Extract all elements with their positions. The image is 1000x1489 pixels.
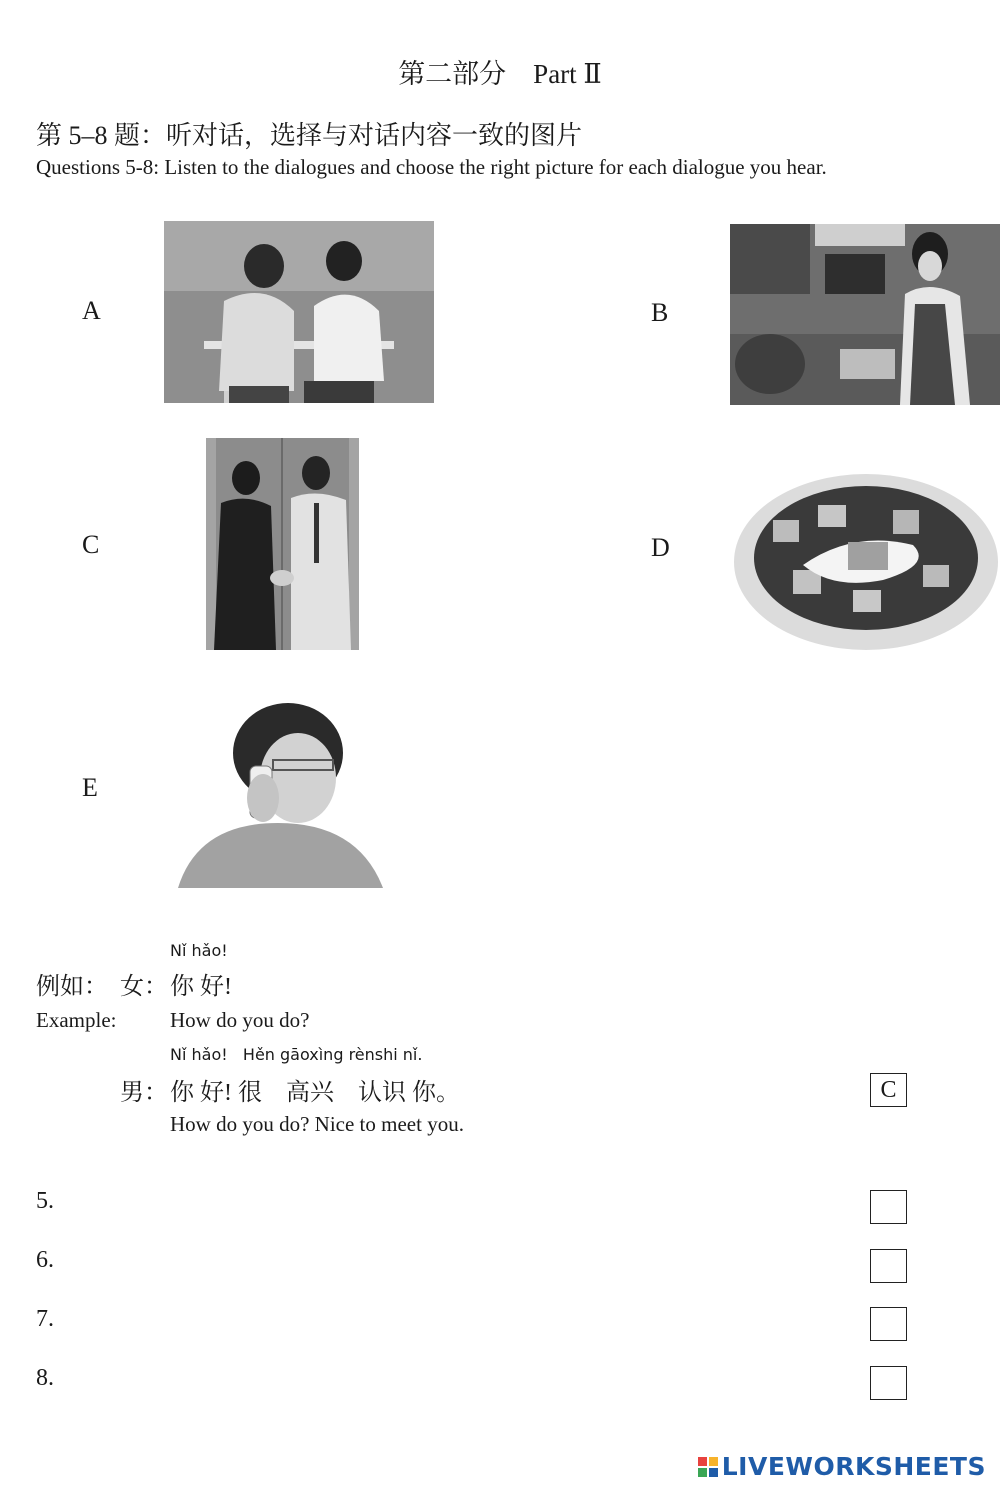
example-speaker-male: 男： xyxy=(120,1080,168,1106)
example-label-chinese: 例如： xyxy=(36,974,108,1000)
example-line2-english: How do you do? Nice to meet you. xyxy=(170,1112,464,1136)
handshake-photo xyxy=(206,438,359,650)
example-label-english: Example: xyxy=(36,1008,117,1032)
tofu-dish-photo xyxy=(733,470,1000,653)
example-line2-pinyin: Nǐ hǎo! Hěn gāoxìng rènshi nǐ. xyxy=(170,1045,423,1064)
question-5-answer-box[interactable] xyxy=(870,1190,907,1224)
example-line1-chinese: 你 好! xyxy=(170,974,232,1000)
question-8-number: 8. xyxy=(36,1365,54,1391)
picture-label-e: E xyxy=(82,773,98,802)
question-6-number: 6. xyxy=(36,1247,54,1273)
question-8-answer-box[interactable] xyxy=(870,1366,907,1400)
example-line2-chinese: 你 好! 很 高兴 认识 你。 xyxy=(170,1080,460,1106)
picture-label-d: D xyxy=(651,533,670,562)
question-7-answer-box[interactable] xyxy=(870,1307,907,1341)
liveworksheets-icon xyxy=(698,1457,718,1477)
example-line1-pinyin: Nǐ hǎo! xyxy=(170,941,228,960)
question-7-number: 7. xyxy=(36,1306,54,1332)
example-speaker-female: 女： xyxy=(120,974,168,1000)
liveworksheets-wordmark: LIVEWORKSHEETS xyxy=(721,1452,986,1481)
question-5-number: 5. xyxy=(36,1188,54,1214)
two-people-at-table-photo xyxy=(164,221,434,403)
example-answer-box: C xyxy=(870,1073,907,1107)
question-6-answer-box[interactable] xyxy=(870,1249,907,1283)
woman-on-phone-photo xyxy=(178,698,383,888)
example-line1-english: How do you do? xyxy=(170,1008,310,1032)
picture-label-a: A xyxy=(82,296,101,325)
picture-label-c: C xyxy=(82,530,100,559)
picture-label-b: B xyxy=(651,298,669,327)
section-title: 第二部分 Part Ⅱ xyxy=(398,59,602,89)
woman-cooking-photo xyxy=(730,224,1000,405)
liveworksheets-logo xyxy=(698,1452,986,1481)
instructions-english: Questions 5-8: Listen to the dialogues and choose the right picture for each dialogue you hear. xyxy=(36,155,827,179)
instructions-chinese: 第 5–8 题：听对话，选择与对话内容一致的图片 xyxy=(36,121,583,150)
